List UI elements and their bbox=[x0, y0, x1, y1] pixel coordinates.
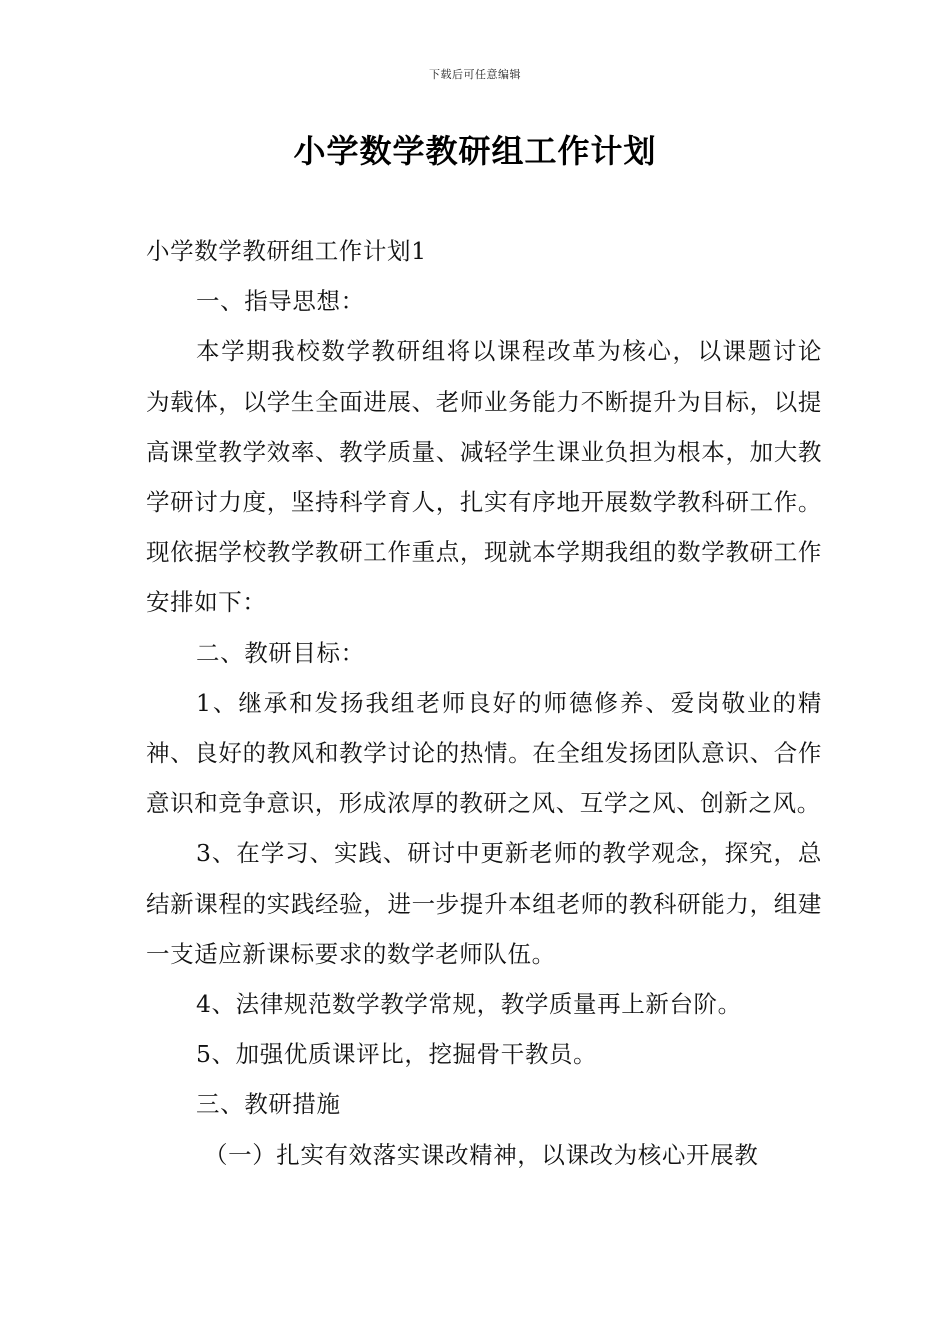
paragraph-measure-1: （一）扎实有效落实课改精神，以课改为核心开展教 bbox=[204, 1140, 759, 1169]
document-title: 小学数学教研组工作计划 bbox=[293, 132, 657, 170]
paragraph-goal-1: 1、继承和发扬我组老师良好的师德修养、爱岗敬业的精神、良好的教风和教学讨论的热情。在全组发扬团队意识、合作意识和竞争意识，形成浓厚的教研之风、互学之风、创新之风。 bbox=[146, 688, 822, 818]
section-heading-guiding-ideology: 一、指导思想： bbox=[196, 287, 365, 316]
document-body bbox=[146, 226, 822, 1180]
header-note: 下载后可任意编辑 bbox=[429, 68, 521, 81]
paragraph-goal-4: 4、法律规范数学教学常规，教学质量再上新台阶。 bbox=[196, 990, 742, 1019]
paragraph-guiding-ideology: 本学期我校数学教研组将以课程改革为核心，以课题讨论为载体，以学生全面进展、老师业务能力不断提升为目标，以提高课堂教学效率、教学质量、减轻学生课业负担为根本，加大教学研讨力度，坚持科学育人，扎实有序地开展数学教科研工作。现依据学校教学教研工作重点，现就本学期我组的数学教研工作安排如下： bbox=[146, 337, 822, 617]
paragraph-goal-3: 3、在学习、实践、研讨中更新老师的教学观念，探究，总结新课程的实践经验，进一步提升本组老师的教科研能力，组建一支适应新课标要求的数学老师队伍。 bbox=[146, 839, 822, 968]
section-heading-plan-1: 小学数学教研组工作计划1 bbox=[146, 237, 427, 265]
paragraph-goal-5: 5、加强优质课评比，挖掘骨干教员。 bbox=[196, 1040, 598, 1069]
section-heading-research-goals: 二、教研目标： bbox=[196, 638, 365, 667]
section-heading-research-measures: 三、教研措施 bbox=[196, 1090, 341, 1119]
